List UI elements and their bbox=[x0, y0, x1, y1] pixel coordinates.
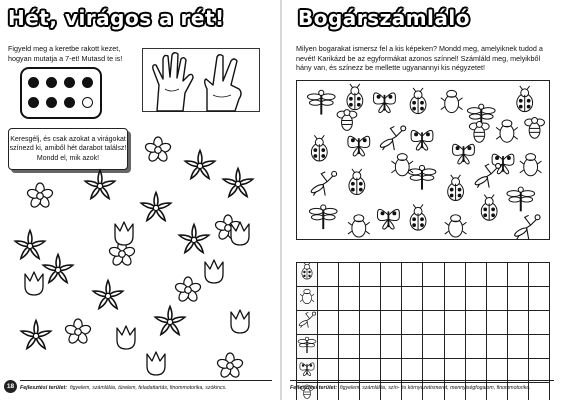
tally-cell[interactable] bbox=[402, 263, 423, 287]
right-intro-text: Milyen bogarakat ismersz fel a kis képeken? Mondd meg, amelyiknek tudod a nevét! Karikázd be az egyformákat azonos színnel! Számláld meg, melyikből hány van, és színezz be mellette ugyanannyi kis négyzetet! bbox=[296, 44, 543, 72]
tally-cell[interactable] bbox=[423, 287, 444, 311]
tally-cell[interactable] bbox=[339, 287, 360, 311]
tally-cell[interactable] bbox=[318, 359, 339, 383]
tally-cell[interactable] bbox=[444, 359, 465, 383]
tally-cell[interactable] bbox=[360, 335, 381, 359]
beetle-icon bbox=[297, 287, 318, 311]
tally-cell[interactable] bbox=[423, 359, 444, 383]
tally-cell[interactable] bbox=[381, 311, 402, 335]
tally-cell[interactable] bbox=[381, 359, 402, 383]
flower-field bbox=[0, 0, 280, 400]
tally-cell[interactable] bbox=[465, 287, 486, 311]
tally-row bbox=[297, 311, 550, 335]
tally-cell[interactable] bbox=[465, 359, 486, 383]
tally-cell[interactable] bbox=[528, 335, 549, 359]
task-text: Keresgélj, és csak azokat a virágokat színezd ki, amiből hét darabot találsz! Mondd el, mik azok! bbox=[9, 136, 127, 162]
tally-cell[interactable] bbox=[507, 359, 528, 383]
footer-label: Fejlesztési terület: bbox=[290, 384, 338, 391]
tally-cell[interactable] bbox=[528, 263, 549, 287]
tally-cell[interactable] bbox=[444, 287, 465, 311]
tally-cell[interactable] bbox=[486, 263, 507, 287]
tally-cell[interactable] bbox=[318, 287, 339, 311]
ladybug-icon bbox=[297, 263, 318, 287]
tally-cell[interactable] bbox=[318, 263, 339, 287]
tally-cell[interactable] bbox=[339, 263, 360, 287]
tally-cell[interactable] bbox=[486, 359, 507, 383]
tally-cell[interactable] bbox=[528, 287, 549, 311]
tally-cell[interactable] bbox=[465, 311, 486, 335]
tally-cell[interactable] bbox=[486, 287, 507, 311]
tally-cell[interactable] bbox=[339, 311, 360, 335]
tally-cell[interactable] bbox=[528, 311, 549, 335]
tally-cell[interactable] bbox=[381, 335, 402, 359]
tally-cell[interactable] bbox=[423, 335, 444, 359]
right-page-title: Bogárszámláló bbox=[298, 6, 470, 30]
tally-cell[interactable] bbox=[360, 359, 381, 383]
tally-cell[interactable] bbox=[423, 263, 444, 287]
left-page-title: Hét, virágos a rét! bbox=[8, 6, 225, 30]
tally-cell[interactable] bbox=[360, 311, 381, 335]
flower-tulip bbox=[25, 222, 249, 375]
right-page bbox=[282, 0, 562, 400]
tally-cell[interactable] bbox=[444, 311, 465, 335]
tally-cell[interactable] bbox=[486, 335, 507, 359]
tally-cell[interactable] bbox=[360, 287, 381, 311]
footer-text: figyelem, számlálás, szín- és környezetismeret, mennyiségfogalom, finommotorika. bbox=[340, 384, 531, 391]
left-page bbox=[0, 0, 280, 400]
tally-cell[interactable] bbox=[402, 287, 423, 311]
footer-label: Fejlesztési terület: bbox=[20, 384, 68, 391]
tally-row bbox=[297, 263, 550, 287]
page-number: 18 bbox=[4, 380, 17, 393]
tally-cell[interactable] bbox=[507, 263, 528, 287]
tally-cell[interactable] bbox=[528, 359, 549, 383]
tally-cell[interactable] bbox=[381, 263, 402, 287]
bug-field bbox=[296, 80, 550, 240]
tally-cell[interactable] bbox=[339, 335, 360, 359]
tally-cell[interactable] bbox=[318, 311, 339, 335]
left-intro-text: Figyeld meg a keretbe rakott kezet, hogyan mutatja a 7-et! Mutasd te is! bbox=[8, 44, 123, 63]
tally-cell[interactable] bbox=[507, 287, 528, 311]
tally-cell[interactable] bbox=[318, 335, 339, 359]
tally-cell[interactable] bbox=[402, 335, 423, 359]
tally-cell[interactable] bbox=[423, 311, 444, 335]
tally-cell[interactable] bbox=[507, 311, 528, 335]
tally-cell[interactable] bbox=[465, 263, 486, 287]
tally-cell[interactable] bbox=[444, 335, 465, 359]
tally-row bbox=[297, 287, 550, 311]
tally-row bbox=[297, 335, 550, 359]
dragonfly-icon bbox=[297, 335, 318, 359]
butterfly-icon bbox=[297, 359, 318, 383]
tally-row bbox=[297, 359, 550, 383]
left-footer bbox=[20, 380, 272, 394]
tally-cell[interactable] bbox=[465, 335, 486, 359]
tally-cell[interactable] bbox=[360, 263, 381, 287]
tally-cell[interactable] bbox=[507, 335, 528, 359]
tally-cell[interactable] bbox=[339, 359, 360, 383]
right-footer bbox=[290, 380, 554, 394]
tally-cell[interactable] bbox=[402, 311, 423, 335]
mantis-icon bbox=[297, 311, 318, 335]
tally-cell[interactable] bbox=[381, 287, 402, 311]
tally-cell[interactable] bbox=[486, 311, 507, 335]
footer-text: figyelem, számlálás, türelem, feladattartás, finommotorika, szókincs. bbox=[70, 384, 227, 391]
tally-cell[interactable] bbox=[402, 359, 423, 383]
tally-cell[interactable] bbox=[444, 263, 465, 287]
